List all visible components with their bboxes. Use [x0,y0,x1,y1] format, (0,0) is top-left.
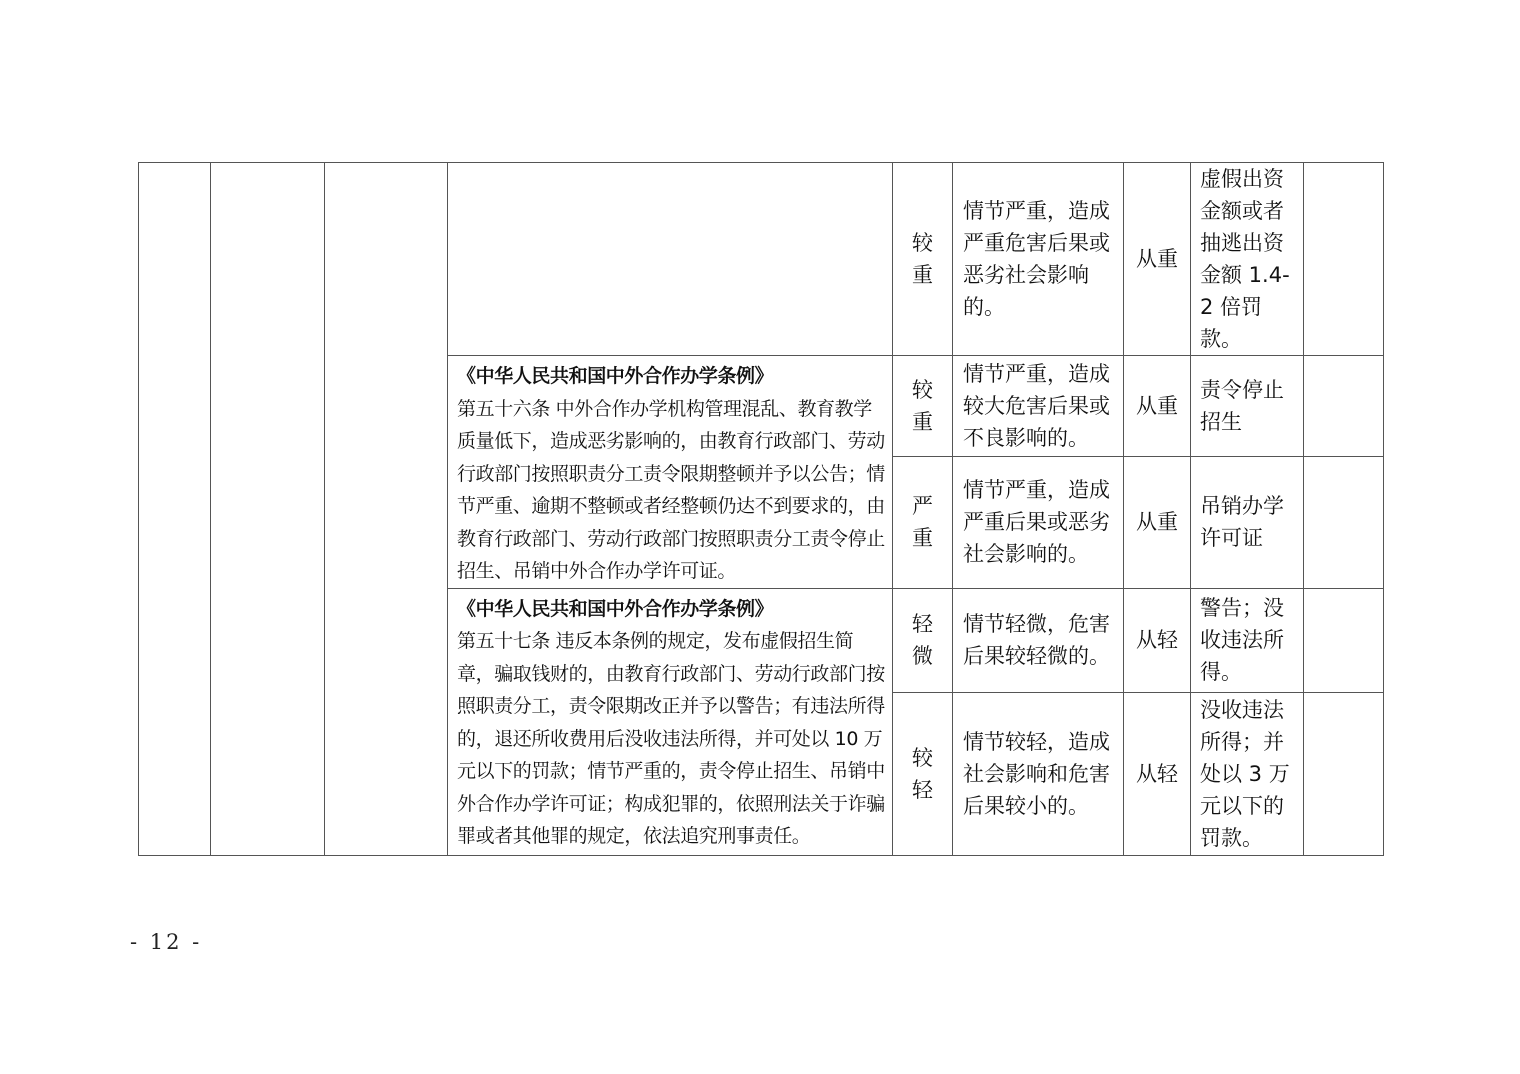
circumstance-description: 情节轻微，危害后果较轻微的。 [953,588,1124,692]
severity-level: 较 重 [893,356,953,457]
law-title: 《中华人民共和国中外合作办学条例》 [457,597,774,620]
empty-cell [1304,456,1384,588]
law-title: 《中华人民共和国中外合作办学条例》 [457,365,774,387]
discretion-type: 从轻 [1124,692,1191,855]
penalty-standard: 没收违法所得；并处以 3 万元以下的罚款。 [1191,692,1304,855]
penalty-standard: 警告；没收违法所得。 [1191,588,1304,692]
legal-basis-cell [448,356,893,589]
empty-cell [139,163,211,856]
discretion-type: 从重 [1124,163,1191,356]
empty-cell [1304,356,1384,457]
discretion-type: 从轻 [1124,588,1191,692]
discretion-type: 从重 [1124,456,1191,588]
empty-cell [1304,588,1384,692]
table-row [139,163,1384,356]
severity-level: 较 重 [893,163,953,356]
empty-cell [448,163,893,356]
circumstance-description: 情节严重，造成严重危害后果或恶劣社会影响的。 [953,163,1124,356]
penalty-discretion-table [138,162,1384,856]
law-article: 第五十七条 违反本条例的规定，发布虚假招生简章，骗取钱财的，由教育行政部门、劳动行政部门按照职责分工，责令限期改正并予以警告；有违法所得的，退还所收费用后没收违法所得，并可处以 10 万元以下的罚款；情节严重的，责令停止招生、吊销中外合作办学许可证；构成犯罪的，依照刑法关于诈骗罪或者其他罪的规定，依法追究刑事责任。 [457,630,885,847]
circumstance-description: 情节严重，造成较大危害后果或不良影响的。 [953,356,1124,457]
empty-cell [325,163,448,856]
empty-cell [1304,692,1384,855]
circumstance-description: 情节较轻，造成社会影响和危害后果较小的。 [953,692,1124,855]
penalty-standard: 责令停止招生 [1191,356,1304,457]
severity-level: 较 轻 [893,692,953,855]
law-article: 第五十六条 中外合作办学机构管理混乱、教育教学质量低下，造成恶劣影响的，由教育行政部门、劳动行政部门按照职责分工责令限期整顿并予以公告；情节严重、逾期不整顿或者经整顿仍达不到要求的，由教育行政部门、劳动行政部门按照职责分工责令停止招生、吊销中外合作办学许可证。 [457,397,885,582]
legal-basis-cell [448,588,893,855]
circumstance-description: 情节严重，造成严重后果或恶劣社会影响的。 [953,456,1124,588]
severity-level: 严 重 [893,456,953,588]
penalty-standard: 虚假出资金额或者抽逃出资金额 1.4-2 倍罚款。 [1191,163,1304,356]
severity-level: 轻 微 [893,588,953,692]
discretion-type: 从重 [1124,356,1191,457]
page-number: - 12 - [130,930,203,954]
empty-cell [1304,163,1384,356]
penalty-standard: 吊销办学许可证 [1191,456,1304,588]
empty-cell [211,163,325,856]
